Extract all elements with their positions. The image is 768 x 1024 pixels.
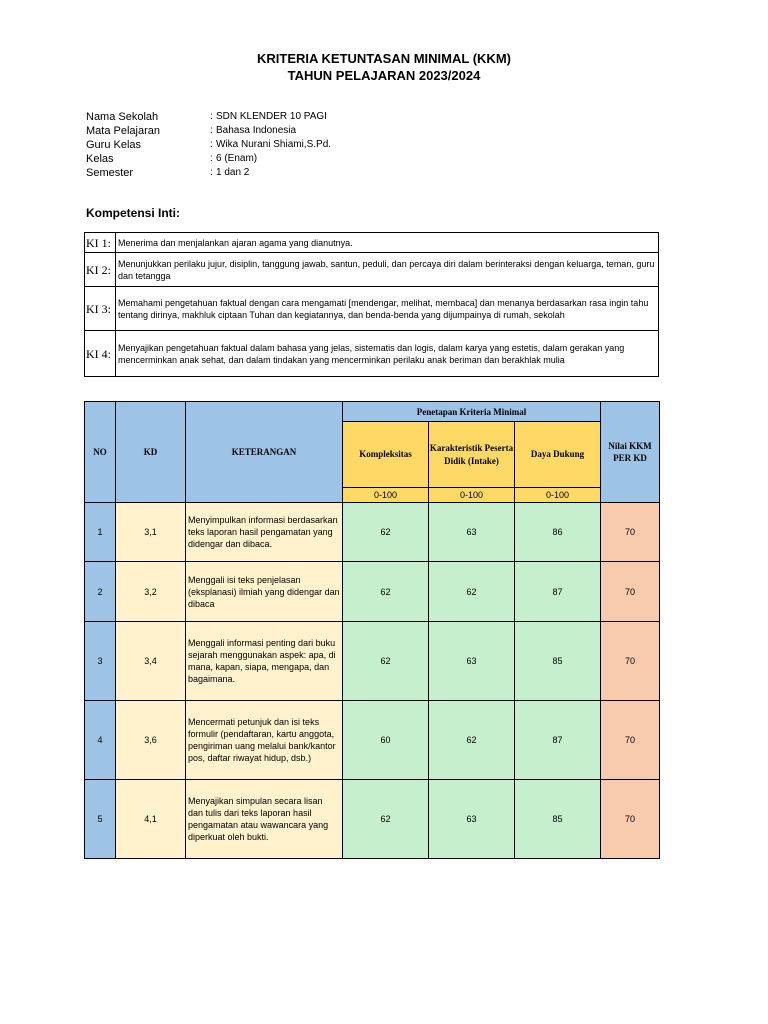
cell-keterangan: Menyimpulkan informasi berdasarkan teks laporan hasil pengamatan yang didengar dan dibaca.	[186, 503, 343, 562]
cell-no: 3	[85, 622, 116, 701]
ki-label: KI 3:	[85, 287, 116, 331]
cell-kd: 3,2	[116, 562, 186, 622]
info-colon: :	[210, 111, 213, 122]
cell-daya-dukung: 85	[515, 622, 601, 701]
info-row-school	[86, 110, 331, 124]
info-colon: :	[210, 153, 213, 164]
cell-no: 1	[85, 503, 116, 562]
cell-intake: 62	[429, 562, 515, 622]
header-kd: KD	[116, 402, 186, 503]
table-row	[85, 562, 660, 622]
ki-label: KI 2:	[85, 253, 116, 287]
info-label: Mata Pelajaran	[86, 125, 160, 137]
cell-no: 5	[85, 780, 116, 859]
cell-nilai-kkm: 70	[601, 503, 660, 562]
document-subtitle: TAHUN PELAJARAN 2023/2024	[287, 68, 481, 83]
info-label: Kelas	[86, 153, 114, 165]
ki-text: Menerima dan menjalankan ajaran agama yang dianutnya.	[116, 233, 659, 253]
cell-intake: 62	[429, 701, 515, 780]
info-label: Guru Kelas	[86, 139, 142, 151]
cell-daya-dukung: 87	[515, 562, 601, 622]
ki-row	[85, 287, 659, 331]
ki-row	[85, 233, 659, 253]
cell-keterangan: Menggali isi teks penjelasan (eksplanasi) ilmiah yang didengar dan dibaca	[186, 562, 343, 622]
header-range: 0-100	[429, 488, 515, 503]
cell-no: 2	[85, 562, 116, 622]
cell-nilai-kkm: 70	[601, 701, 660, 780]
cell-kompleksitas: 60	[343, 701, 429, 780]
cell-daya-dukung: 86	[515, 503, 601, 562]
header-daya-dukung: Daya Dukung	[515, 422, 601, 488]
info-label: Semester	[86, 167, 134, 179]
cell-kompleksitas: 62	[343, 622, 429, 701]
cell-kd: 3,1	[116, 503, 186, 562]
kkm-table	[84, 401, 660, 859]
header-range: 0-100	[343, 488, 429, 503]
ki-label: KI 1:	[85, 233, 116, 253]
ki-text: Memahami pengetahuan faktual dengan cara mengamati [mendengar, melihat, membaca] dan menanya berdasarkan rasa ingin tahu tentang dirinya, makhluk ciptaan Tuhan dan kegiatannya, dan benda-benda yang dijumpainya di rumah, sekolah	[116, 287, 659, 331]
header-no: NO	[85, 402, 116, 503]
header-kompleksitas: Kompleksitas	[343, 422, 429, 488]
school-info	[86, 110, 331, 180]
header-keterangan: KETERANGAN	[186, 402, 343, 503]
document-title: KRITERIA KETUNTASAN MINIMAL (KKM)	[257, 51, 511, 66]
info-colon: :	[210, 167, 213, 178]
cell-intake: 63	[429, 503, 515, 562]
cell-intake: 63	[429, 622, 515, 701]
info-row-subject	[86, 124, 331, 138]
cell-keterangan: Mencermati petunjuk dan isi teks formulir (pendaftaran, kartu anggota, pengiriman uang melalui bank/kantor pos, daftar riwayat hidup, dsb.)	[186, 701, 343, 780]
header-karakteristik: Karakteristik Peserta Didik (Intake)	[429, 422, 515, 488]
header-range: 0-100	[515, 488, 601, 503]
cell-nilai-kkm: 70	[601, 622, 660, 701]
info-colon: :	[210, 125, 213, 136]
ki-row	[85, 253, 659, 287]
info-value: 1 dan 2	[216, 167, 250, 178]
cell-kd: 4,1	[116, 780, 186, 859]
cell-no: 4	[85, 701, 116, 780]
header-nilai-kkm: Nilai KKM PER KD	[601, 402, 660, 503]
table-row	[85, 701, 660, 780]
info-value: Bahasa Indonesia	[216, 125, 297, 136]
cell-kompleksitas: 62	[343, 780, 429, 859]
info-row-class	[86, 152, 331, 166]
table-row	[85, 622, 660, 701]
cell-kd: 3,6	[116, 701, 186, 780]
ki-label: KI 4:	[85, 331, 116, 377]
cell-kd: 3,4	[116, 622, 186, 701]
info-value: Wika Nurani Shiami,S.Pd.	[216, 139, 332, 150]
ki-text: Menunjukkan perilaku jujur, disiplin, tanggung jawab, santun, peduli, dan percaya diri dalam berinteraksi dengan keluarga, teman, guru dan tetangga	[116, 253, 659, 287]
cell-daya-dukung: 85	[515, 780, 601, 859]
info-colon: :	[210, 139, 213, 150]
table-row	[85, 503, 660, 562]
cell-kompleksitas: 62	[343, 562, 429, 622]
header-penetapan: Penetapan Kriteria Minimal	[343, 402, 601, 422]
cell-intake: 63	[429, 780, 515, 859]
ki-row	[85, 331, 659, 377]
table-row	[85, 780, 660, 859]
info-label: Nama Sekolah	[86, 111, 159, 123]
cell-keterangan: Menggali informasi penting dari buku sejarah menggunakan aspek: apa, di mana, kapan, siapa, mengapa, dan bagaimana.	[186, 622, 343, 701]
cell-nilai-kkm: 70	[601, 780, 660, 859]
info-value: SDN KLENDER 10 PAGI	[216, 111, 327, 122]
cell-daya-dukung: 87	[515, 701, 601, 780]
header-row	[85, 402, 660, 422]
ki-text: Menyajikan pengetahuan faktual dalam bahasa yang jelas, sistematis dan logis, dalam karya yang estetis, dalam gerakan yang mencerminkan anak sehat, dan dalam tindakan yang mencerminkan perilaku anak beriman dan berakhlak mulia	[116, 331, 659, 377]
info-value: 6 (Enam)	[216, 153, 258, 164]
info-row-semester	[86, 166, 331, 180]
cell-kompleksitas: 62	[343, 503, 429, 562]
cell-nilai-kkm: 70	[601, 562, 660, 622]
info-row-teacher	[86, 138, 331, 152]
cell-keterangan: Menyajikan simpulan secara lisan dan tulis dari teks laporan hasil pengamatan atau wawancara yang diperkuat oleh bukti.	[186, 780, 343, 859]
kompetensi-inti-heading: Kompetensi Inti:	[86, 206, 181, 220]
kompetensi-inti-table	[84, 232, 659, 377]
